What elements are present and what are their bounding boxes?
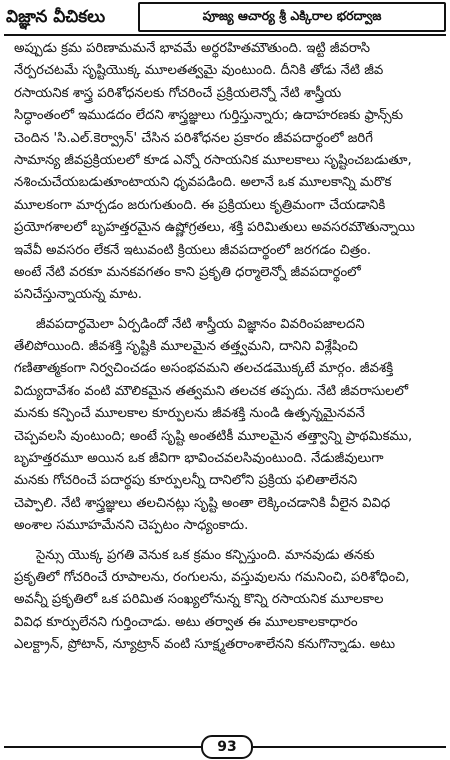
page-body — [14, 38, 438, 657]
text-line: విద్యుదావేశం వంటి మౌలికమైన తత్వమని తలచక తప్పదు. నేటి జీవరాసులలో — [14, 383, 409, 399]
text-line: రసాయనిక శాస్త్ర పరిశోధనలకు గోచరించే ప్రక్రియలెన్నో నేటి శాస్త్రీయ — [14, 85, 342, 101]
footer-rule-right — [249, 746, 446, 748]
text-line: అప్పుడు క్రమ పరిణామమనే భావమే అర్థరహితమౌతుంది. ఇట్టి జీవరాసి — [14, 41, 371, 56]
text-line: జీవపదార్థమెలా ఏర్పడిందో నేటి శాస్త్రీయ విజ్ఞానం వివరింపజాలదని — [36, 316, 365, 332]
footer-rule-left — [4, 746, 201, 748]
text-line: సామాన్య జీవప్రక్రియలలో కూడ ఎన్నో రసాయనిక మూలకాలు సృష్టించబడుతూ, — [14, 152, 412, 168]
paragraph-2 — [14, 314, 438, 538]
text-line: పనిచేస్తున్నాయన్న మాట. — [14, 287, 142, 303]
text-line: బృహత్తరమూ అయిన ఒక జీవిగా భావించవలసివుంటుంది. నేడుజీవులుగా — [14, 451, 384, 467]
text-line: చెందిన 'సి.ఎల్.కెర్వ్రాన్' చేసిన పరిశోధనల ప్రకారం జీవపదార్థంలో జరిగే — [14, 130, 373, 146]
paragraph-3 — [14, 545, 438, 657]
text-line: ప్రయోగశాలలో బృహత్తరమైన ఉష్ణోగ్రతలు, శక్తి పరిమితులు అవసరమౌతున్నాయి — [14, 220, 415, 236]
text-line: గణితాత్మకంగా నిర్వచించడం అసంభవమని తలచడమొక్కటే మార్గం. జీవశక్తి — [14, 361, 394, 377]
text-line: మనకు కన్పించే మూలకాల కూర్పులను జీవశక్తి నుండి ఉత్పన్నమైనవనే — [14, 406, 365, 422]
text-line: మూలకంగా మార్చడం జరుగుతుంది. ఈ ప్రక్రియలు కృత్రిమంగా చేయడానికి — [14, 197, 386, 213]
text-line: నశించుచేయబడుతూంటాయని ధృవపడింది. అలానే ఒక మూలకాన్ని మరొక — [14, 175, 392, 191]
text-line: సైన్సు యొక్క ప్రగతి వెనుక ఒక క్రమం కన్పిస్తుంది. మానవుడు తనకు — [36, 547, 375, 563]
text-line: సిద్ధాంతంలో ఇముడదం లేదని శాస్త్రజ్ఞులు గుర్తిస్తున్నారు; ఉదాహరణకు ఫ్రాన్స్‌కు — [14, 108, 404, 124]
text-line: మనకు గోచరించే పదార్థపు కూర్పులన్నీ దానిలోని ప్రక్రియ ఫలితాలేనని — [14, 473, 358, 489]
text-line: అంశాల సమూహమేనని చెప్పటం సాధ్యంకాదు. — [14, 518, 249, 534]
text-line: చెప్పవలసి వుంటుంది; అంటే సృష్టి అంతటికీ మూలమైన తత్త్వాన్ని ప్రాథమికము, — [14, 428, 413, 444]
text-line: ఇవేవీ అవసరం లేకనే ఇటువంటి క్రియలు జీవపదార్థంలో జరగడం చిత్రం. — [14, 242, 372, 258]
text-line: ఎలక్ట్రాన్, ప్రోటాన్, న్యూట్రాన్ వంటి సూక్ష్మతరాంశాలేనని కనుగొన్నాడు. అటు — [14, 637, 396, 653]
text-line: చెప్పాలి. నేటి శాస్త్రజ్ఞులు తలచినట్లు సృష్టి అంతా లెక్కించడానికి వీలైన వివిధ — [14, 495, 391, 511]
author-box: పూజ్య ఆచార్య శ్రీ ఎక్కిరాల భరద్వాజ — [138, 2, 446, 32]
book-title: విజ్ఞాన వీచికలు — [6, 7, 106, 27]
text-line: ప్రకృతిలో గోచరించే రూపాలను, రంగులను, వస్తువులను గమనించి, పరిశోధించి, — [14, 569, 410, 585]
header-rule — [4, 34, 446, 36]
page-number: 93 — [201, 735, 253, 759]
text-line: తేలిపోయింది. జీవశక్తి సృష్టికి మూలమైన తత్త్వమని, దానిని విశ్లేషించి — [14, 339, 358, 355]
paragraph-1 — [14, 38, 438, 307]
text-line: నేర్పరచటమే సృష్టియొక్క మూలతత్వమై వుంటుంది. దీనికి తోడు నేటి జీవ — [14, 63, 384, 79]
page-footer — [0, 735, 450, 757]
page-header — [4, 2, 446, 32]
text-line: అంటే నేటి వరకూ మనకవగతం కాని ప్రకృతి ధర్మాలెన్నో జీవపదార్థంలో — [14, 264, 361, 280]
text-line: వివిధ కూర్పులేనని గుర్తించాడు. అటు తర్వాత ఈ మూలకాలకాధారం — [14, 614, 358, 630]
text-line: అవన్నీ ప్రకృతిలో ఒక పరిమిత సంఖ్యలోనున్న కొన్ని రసాయనిక మూలకాల — [14, 592, 384, 608]
